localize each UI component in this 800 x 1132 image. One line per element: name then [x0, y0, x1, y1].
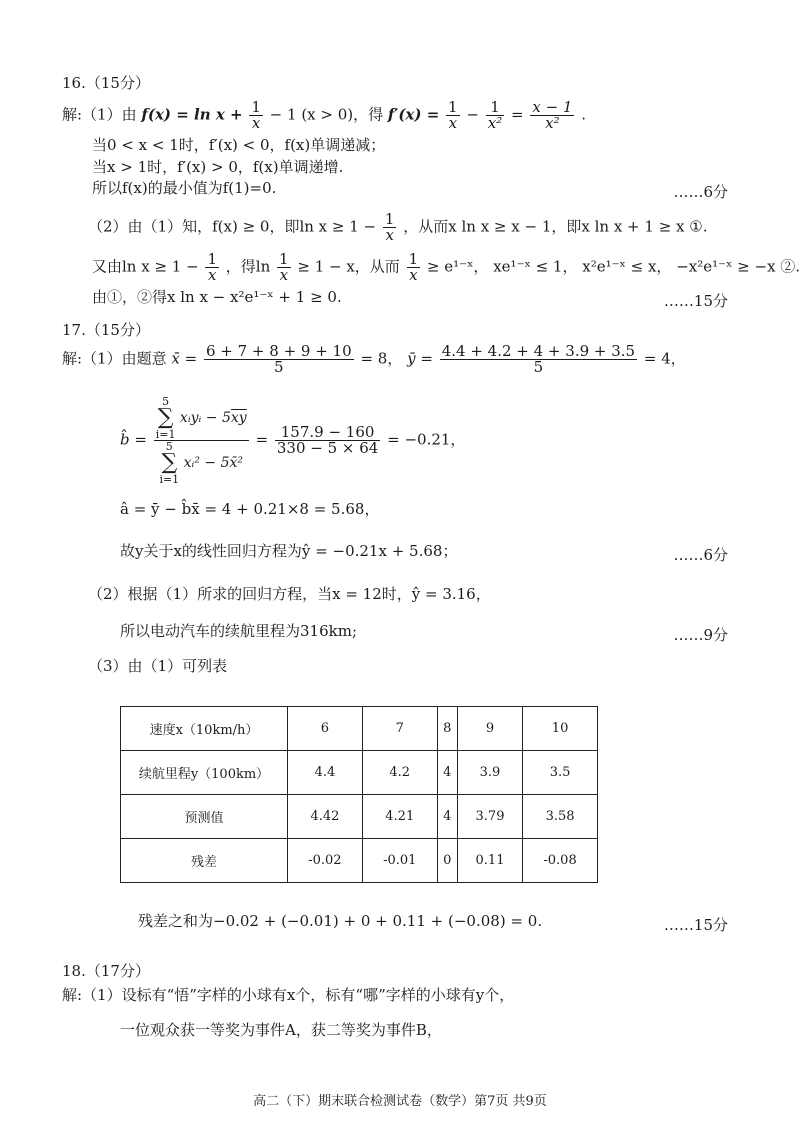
q18-line1: 解:（1）设标有“悟”字样的小球有x个，标有“哪”字样的小球有y个，: [62, 986, 515, 1004]
q16-frac-1-x2: $\frac{1}{\text{x²}}$: [487, 98, 503, 132]
table-cell: 0: [437, 839, 457, 883]
row-label: 速度x（10km/h）: [121, 707, 288, 751]
table-cell: 3.79: [457, 795, 522, 839]
ybar-frac: $\frac{4.4 + 4.2 + 4 + 3.9 + 3.5}{5}$: [441, 342, 636, 376]
table-row: [121, 751, 598, 795]
q16-derivative: f′(x) =: [387, 105, 440, 124]
q17-score-9: ……9分: [673, 626, 728, 644]
q16-line3: 当x > 1时，f′(x) > 0，f(x)单调递增.: [92, 158, 344, 176]
q17-b-hat: b̂ = 5 ∑ i=1 xᵢyᵢ − $5\overline{xy}$ 5 ∑ i=1 xᵢ² − 5x̄² = $\frac{157.9 - 160}{330 - 5 \times 64}$ = −0.21，: [120, 395, 466, 486]
table-cell: 3.5: [523, 751, 598, 795]
table-cell: 4.2: [362, 751, 437, 795]
q16-p3-frac-b: $\frac{1}{x}$: [279, 250, 289, 284]
b-value-frac: $\frac{157.9 - 160}{330 - 5 \times 64}$: [276, 423, 379, 457]
x-bar: x̄ =: [171, 349, 198, 368]
table-cell: -0.02: [288, 839, 363, 883]
table-cell: 7: [362, 707, 437, 751]
table-row: [121, 839, 598, 883]
q16-function: f(x) = ln x +: [141, 105, 243, 124]
q16-l1-prefix: 解:（1）由: [62, 105, 137, 124]
table-cell: -0.01: [362, 839, 437, 883]
table-cell: 4.42: [288, 795, 363, 839]
q16-title: 16.（15分）: [62, 74, 150, 92]
q17-score-15: ……15分: [663, 916, 728, 934]
q16-part2-line2: 又由ln x ≥ 1 − $\frac{1}{x}$ ，得ln $\frac{1}{x}$ ≥ 1 − x，从而 $\frac{1}{x}$ ≥ e¹⁻ˣ， xe¹⁻ˣ ≤ 1， x²e¹⁻ˣ ≤ x， −x²e¹⁻ˣ ≥ −x ②.: [92, 250, 800, 284]
q17-title: 17.（15分）: [62, 321, 150, 339]
row-label: 残差: [121, 839, 288, 883]
q16-score-6: ……6分: [673, 183, 728, 201]
b-formula-frac: 5 ∑ i=1 xᵢyᵢ − $5\overline{xy}$ 5 ∑ i=1 xᵢ² − 5x̄²: [155, 395, 247, 486]
row-label: 预测值: [121, 795, 288, 839]
table-cell: 3.58: [523, 795, 598, 839]
residual-table: [120, 706, 598, 883]
table-row: [121, 795, 598, 839]
q16-conclusion: 由①，②得x ln x − x²e¹⁻ˣ + 1 ≥ 0.: [92, 288, 342, 306]
q16-frac-xm1-x2: $\frac{x - 1}{\text{x²}}$: [532, 98, 573, 132]
q16-line2: 当0 < x < 1时，f′(x) < 0，f(x)单调递减；: [92, 136, 386, 154]
y-bar: ȳ =: [407, 349, 433, 368]
q17-part2: （2）根据（1）所求的回归方程，当x = 12时，ŷ = 3.16，: [88, 585, 491, 603]
q16-score-15: ……15分: [663, 292, 728, 310]
row-label: 续航里程y（100km）: [121, 751, 288, 795]
sum-symbol: 5 ∑ i=1: [155, 395, 176, 441]
table-cell: 6: [288, 707, 363, 751]
table-cell: 8: [437, 707, 457, 751]
q16-frac-1-x-a: $\frac{1}{x}$: [448, 98, 458, 132]
q17-part2-result: 所以电动汽车的续航里程为316km;: [120, 622, 357, 640]
table-cell: 9: [457, 707, 522, 751]
table-cell: 4.21: [362, 795, 437, 839]
table-cell: 4: [437, 751, 457, 795]
q16-line4: 所以f(x)的最小值为f(1)=0.: [92, 179, 277, 197]
q18-title: 18.（17分）: [62, 962, 150, 980]
page-footer: 高二（下）期末联合检测试卷（数学）第7页 共9页: [253, 1094, 547, 1109]
table-cell: 10: [523, 707, 598, 751]
q16-p3-frac-a: $\frac{1}{x}$: [207, 250, 217, 284]
q17-part3: （3）由（1）可列表: [88, 657, 228, 675]
table-cell: 0.11: [457, 839, 522, 883]
sum-symbol-den: 5 ∑ i=1: [159, 440, 180, 486]
xbar-frac: $\frac{6 + 7 + 8 + 9 + 10}{5}$: [205, 342, 352, 376]
q16-p2-frac: $\frac{1}{x}$: [384, 210, 395, 244]
q18-line2: 一位观众获一等奖为事件A，获二等奖为事件B，: [120, 1021, 442, 1039]
q16-p3-frac-c: $\frac{1}{x}$: [408, 250, 419, 284]
table-cell: 3.9: [457, 751, 522, 795]
table-cell: 4: [437, 795, 457, 839]
q17-a-hat: â = ȳ − b̂x̄ = 4 + 0.21×8 = 5.68，: [120, 500, 380, 518]
q16-part2-line1: （2）由（1）知，f(x) ≥ 0，即ln x ≥ 1 − $\frac{1}{x}$ ，从而x ln x ≥ x − 1，即x ln x + 1 ≥ x ①.: [88, 210, 708, 244]
q17-score-6: ……6分: [673, 546, 728, 564]
table-row: [121, 707, 598, 751]
table-cell: -0.08: [523, 839, 598, 883]
q17-means: 解:（1）由题意 x̄ = $\frac{6 + 7 + 8 + 9 + 10}{5}$ = 8， ȳ = $\frac{4.4 + 4.2 + 4 + 3.9 + 3.5}{5}$ = 4，: [62, 342, 686, 376]
q16-frac-1-x: $\frac{1}{x}$: [251, 98, 261, 132]
table-cell: 4.4: [288, 751, 363, 795]
q17-residual-sum: 残差之和为−0.02 + (−0.01) + 0 + 0.11 + (−0.08) = 0.: [138, 912, 543, 930]
q16-part1-line1: 解:（1）由 f(x) = ln x + $\frac{1}{x}$ − 1 (x > 0)，得 f′(x) = $\frac{1}{x}$ − $\frac{1}{\text{x²}}$ = $\frac{x - 1}{\text{x²}}$ .: [62, 98, 587, 132]
q17-regression: 故y关于x的线性回归方程为ŷ = −0.21x + 5.68；: [120, 542, 458, 560]
q16-l1-mid: − 1 (x > 0)，得: [269, 105, 384, 124]
